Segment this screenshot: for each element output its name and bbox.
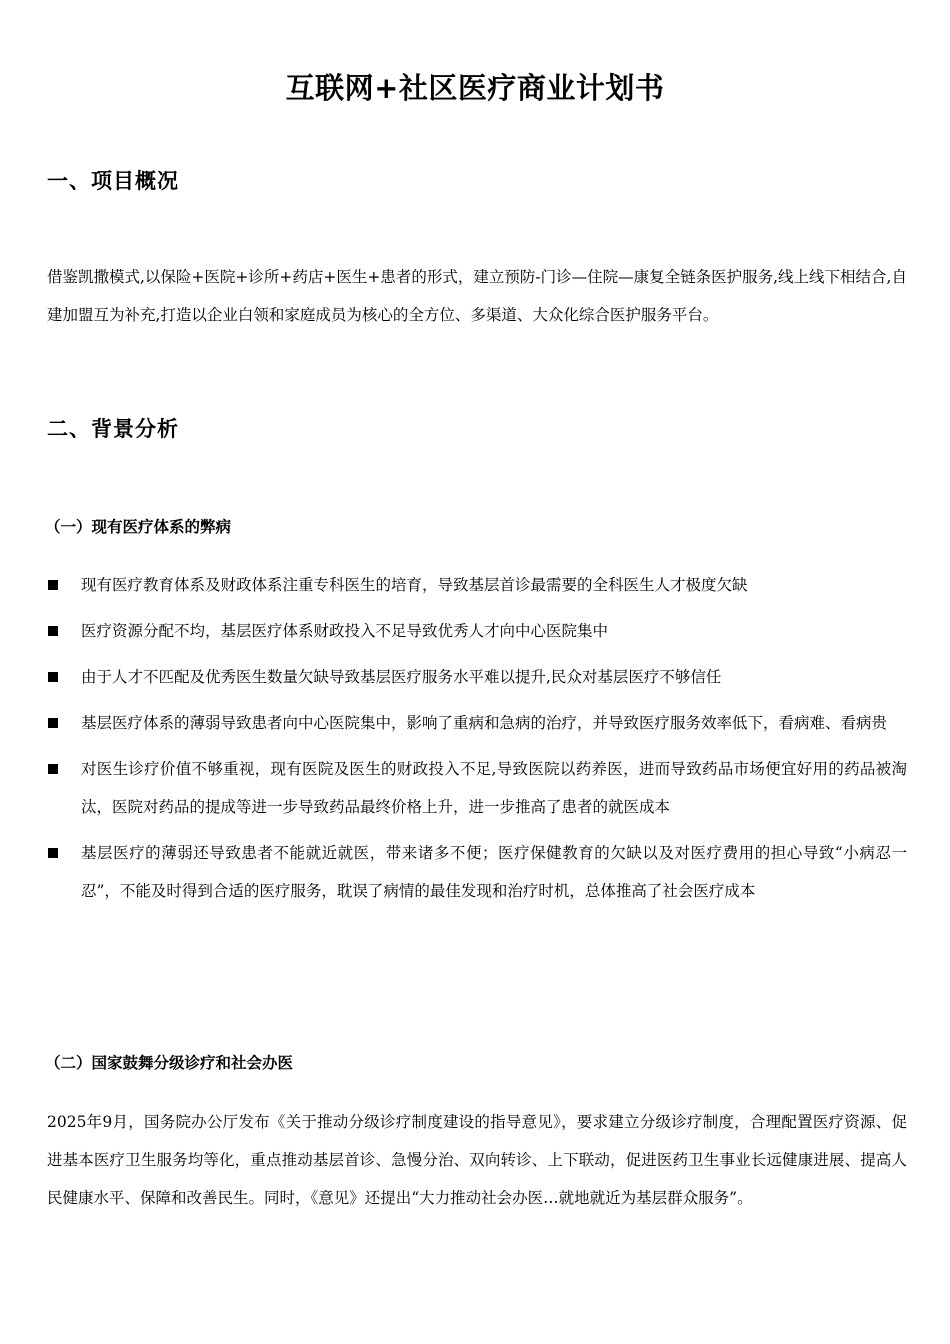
bullet-item [47, 612, 907, 650]
document-title: 互联网+社区医疗商业计划书 [285, 71, 665, 105]
square-bullet-icon [48, 580, 58, 590]
subsection-heading-current-problems: （一）现有医疗体系的弊病 [45, 518, 232, 536]
bullet-item [47, 834, 907, 910]
problems-bullet-list [47, 566, 907, 918]
bullet-text: 基层医疗体系的薄弱导致患者向中心医院集中，影响了重病和急病的治疗，并导致医疗服务效率低下，看病难、看病贵 [81, 714, 888, 732]
policy-paragraph: 2025年9月，国务院办公厅发布《关于推动分级诊疗制度建设的指导意见》，要求建立分级诊疗制度，合理配置医疗资源、促进基本医疗卫生服务均等化，重点推动基层首诊、急慢分治、双向转诊、上下联动，促进医药卫生事业长远健康进展、提高人民健康水平、保障和改善民生。同时，《意见》还提出“大力推动社会办医…就地就近为基层群众服务”。 [47, 1113, 907, 1207]
square-bullet-icon [48, 672, 58, 682]
square-bullet-icon [48, 718, 58, 728]
bullet-text: 现有医疗教育体系及财政体系注重专科医生的培育，导致基层首诊最需要的全科医生人才极度欠缺 [81, 576, 748, 594]
section-heading-overview: 一、项目概况 [47, 169, 179, 193]
bullet-text: 由于人才不匹配及优秀医生数量欠缺导致基层医疗服务水平难以提升,民众对基层医疗不够信任 [81, 668, 722, 686]
bullet-text: 对医生诊疗价值不够重视，现有医院及医生的财政投入不足,导致医院以药养医，进而导致药品市场便宜好用的药品被淘汰，医院对药品的提成等进一步导致药品最终价格上升，进一步推高了患者的就医成本 [81, 760, 907, 816]
subsection-heading-policy: （二）国家鼓舞分级诊疗和社会办医 [45, 1054, 294, 1072]
square-bullet-icon [48, 848, 58, 858]
square-bullet-icon [48, 626, 58, 636]
bullet-item [47, 566, 907, 604]
bullet-item [47, 704, 907, 742]
bullet-item [47, 750, 907, 826]
bullet-text: 基层医疗的薄弱还导致患者不能就近就医，带来诸多不便；医疗保健教育的欠缺以及对医疗费用的担心导致“小病忍一忍”，不能及时得到合适的医疗服务，耽误了病情的最佳发现和治疗时机，总体推高了社会医疗成本 [81, 844, 907, 900]
bullet-text: 医疗资源分配不均，基层医疗体系财政投入不足导致优秀人才向中心医院集中 [81, 622, 609, 640]
square-bullet-icon [48, 764, 58, 774]
bullet-item [47, 658, 907, 696]
overview-paragraph: 借鉴凯撒模式,以保险+医院+诊所+药店+医生+患者的形式，建立预防-门诊—住院—康复全链条医护服务,线上线下相结合,自建加盟互为补充,打造以企业白领和家庭成员为核心的全方位、多渠道、大众化综合医护服务平台。 [47, 268, 907, 324]
section-heading-background: 二、背景分析 [47, 417, 179, 441]
